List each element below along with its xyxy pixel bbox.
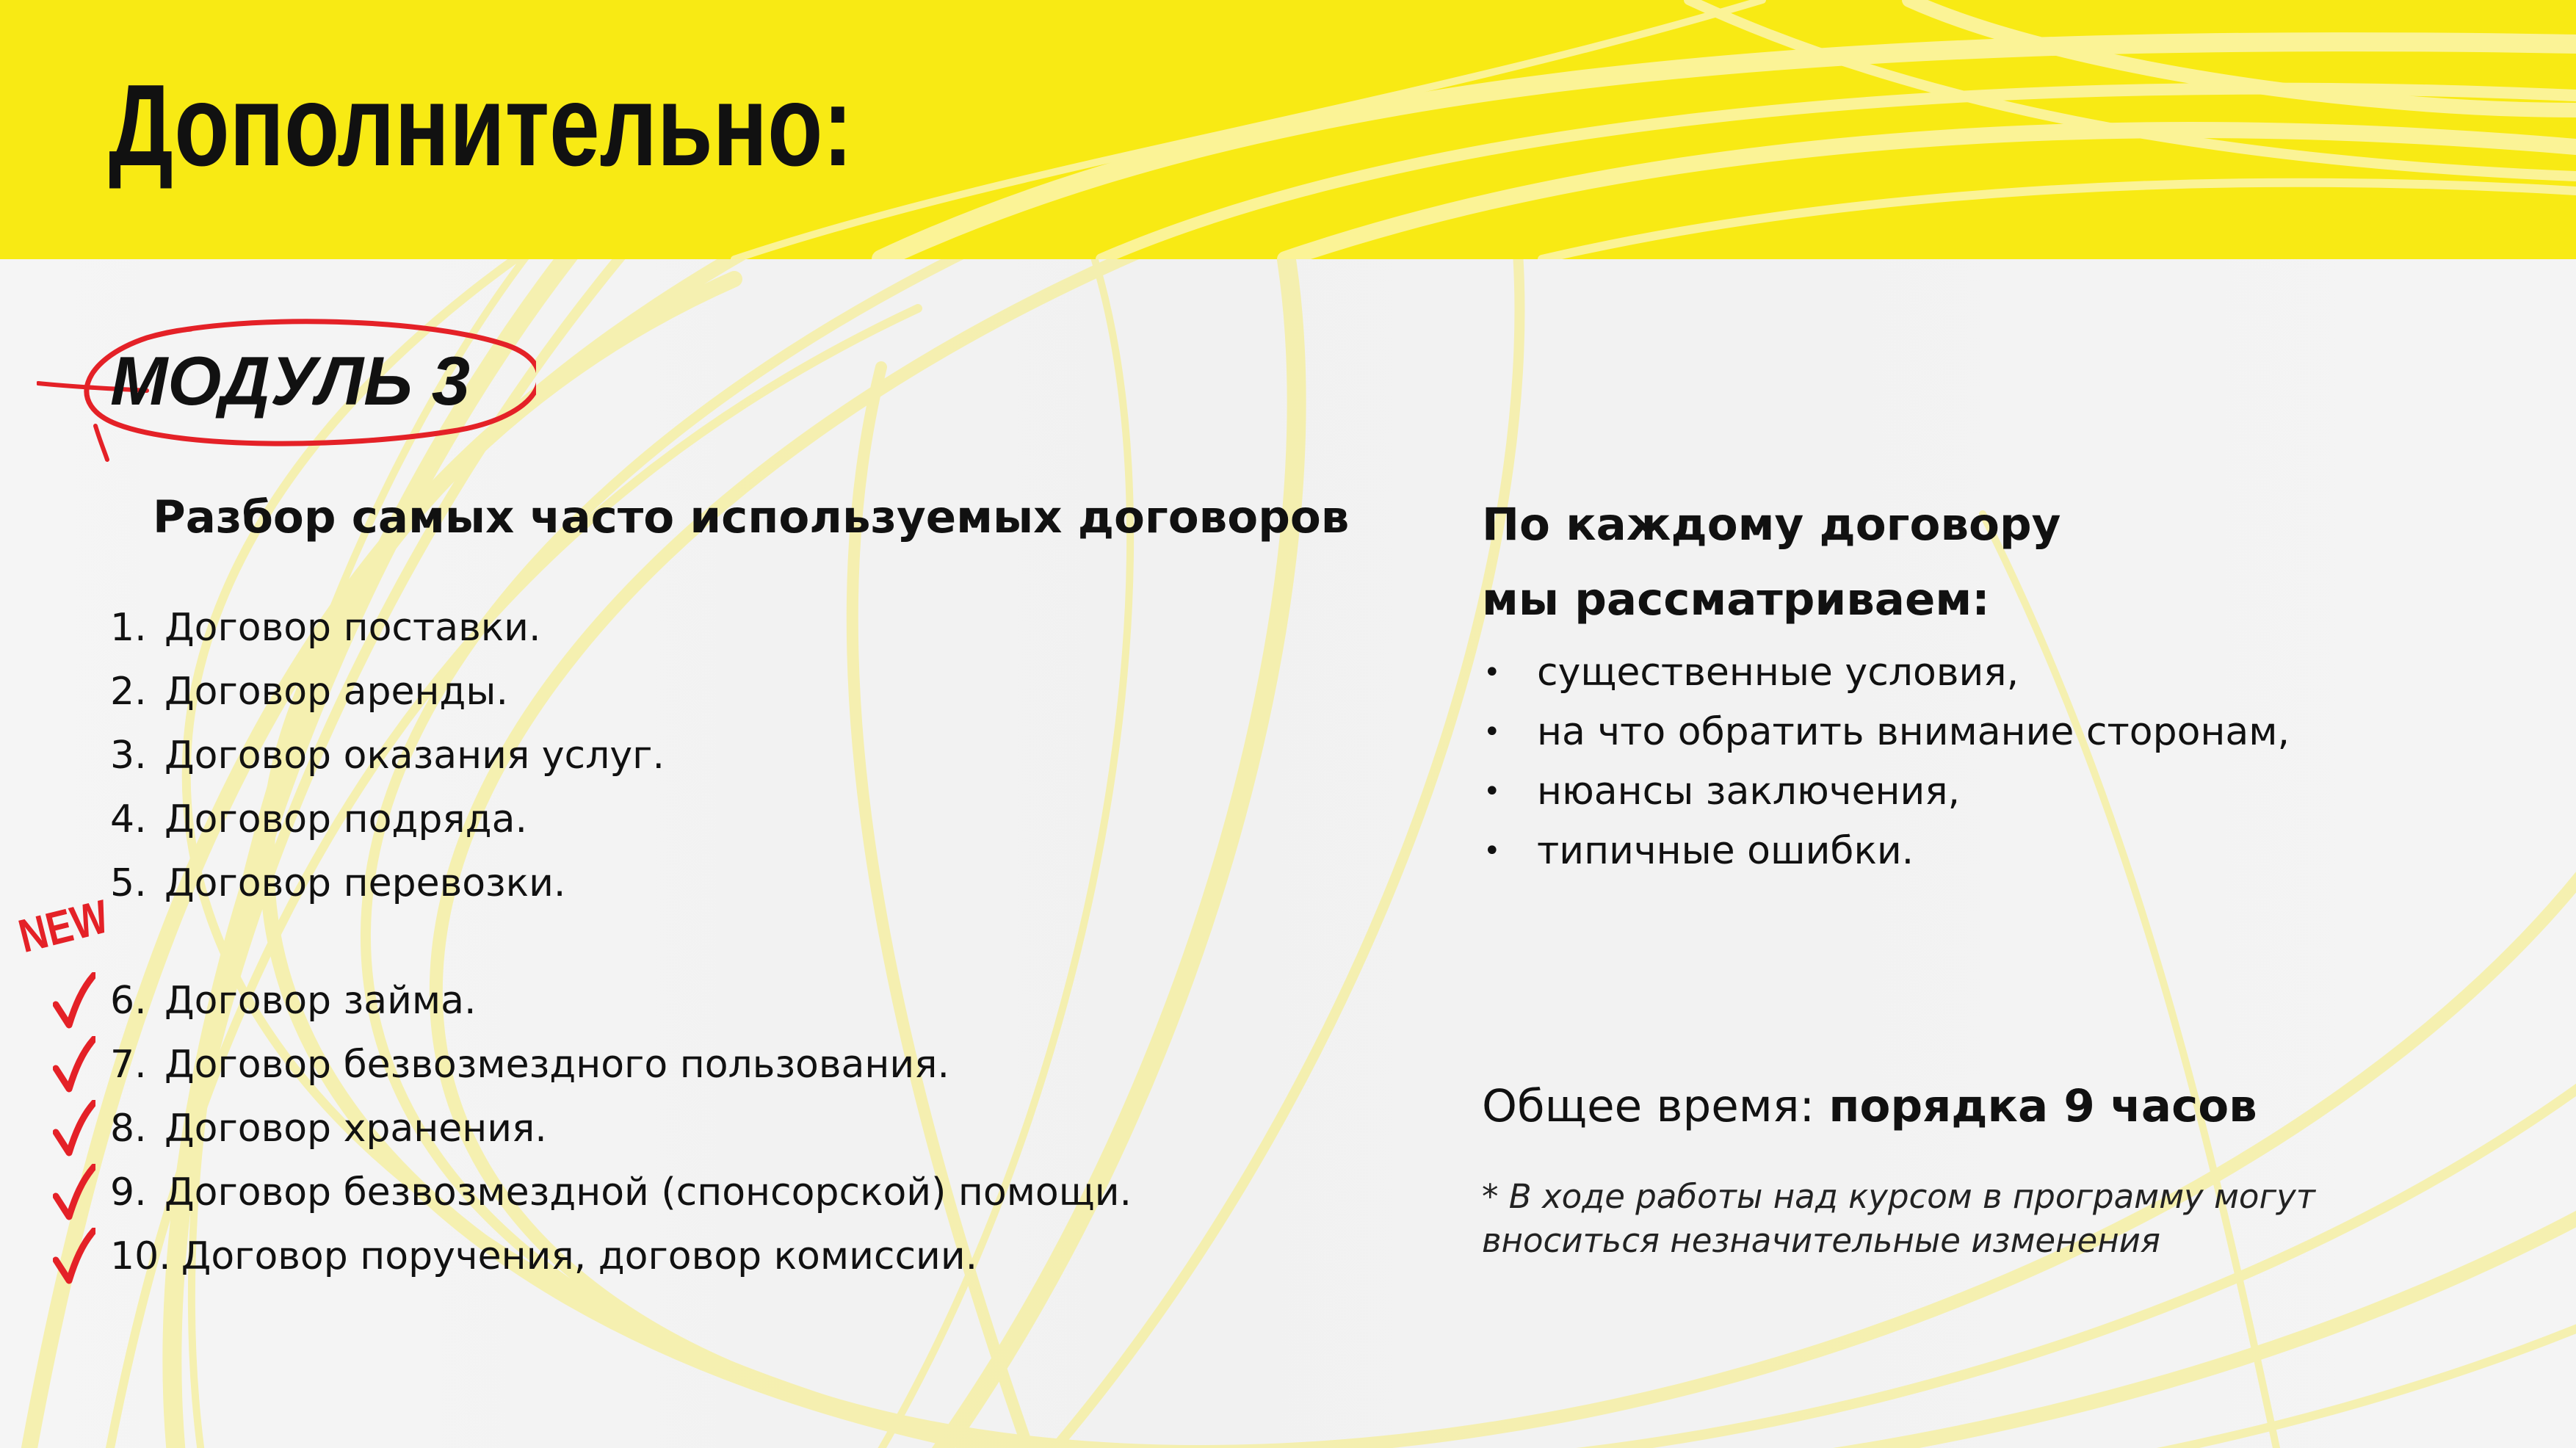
new-badge: NEW (13, 889, 114, 963)
total-time-value: порядка 9 часов (1828, 1080, 2257, 1132)
item-text: типичные ошибки. (1537, 829, 1914, 873)
bullet-icon: • (1483, 834, 1501, 868)
heading-line: мы рассматриваем: (1482, 573, 1990, 626)
item-number: 4. (110, 797, 147, 841)
item-number: 2. (110, 670, 147, 714)
check-icon (53, 1228, 95, 1285)
item-text: нюансы заключения, (1537, 770, 1961, 814)
item-text: Договор перевозки. (164, 861, 566, 905)
module-badge (37, 308, 536, 463)
item-number: 7. (110, 1043, 147, 1087)
list-item (110, 969, 1132, 1033)
list-item (110, 1097, 1132, 1161)
review-points-list (1482, 643, 2290, 881)
total-time (1482, 1079, 2257, 1133)
list-item (110, 596, 665, 660)
item-text: существенные условия, (1537, 651, 2019, 695)
item-number: 3. (110, 734, 147, 778)
heading-line: По каждому договору (1482, 499, 2061, 551)
item-text: Договор оказания услуг. (164, 734, 665, 778)
per-contract-heading (1482, 488, 2061, 637)
item-text: Договор займа. (164, 979, 477, 1023)
list-item (1482, 703, 2290, 762)
bullet-icon: • (1483, 656, 1501, 689)
list-item (1482, 822, 2290, 881)
page-title: Дополнительно: (109, 61, 853, 190)
footnote-line: вноситься незначительные изменения (1482, 1221, 2160, 1260)
check-icon (53, 1164, 95, 1221)
item-text: Договор поручения, договор комиссии. (181, 1234, 978, 1278)
list-item (110, 724, 665, 788)
item-text: Договор поставки. (164, 606, 541, 650)
footnote-line: * В ходе работы над курсом в программу могут (1482, 1177, 2315, 1216)
contracts-heading: Разбор самых часто используемых договоров (153, 491, 1350, 543)
list-item (110, 852, 665, 916)
item-text: на что обратить внимание сторонам, (1537, 710, 2290, 754)
list-item (110, 660, 665, 724)
item-text: Договор безвозмездного пользования. (164, 1043, 949, 1087)
item-text: Договор аренды. (164, 670, 508, 714)
contract-list-part1 (110, 596, 665, 916)
footnote (1482, 1175, 2315, 1263)
list-item (1482, 643, 2290, 703)
total-time-label: Общее время: (1482, 1080, 1829, 1132)
item-number: 9. (110, 1170, 147, 1214)
list-item (110, 1033, 1132, 1097)
module-label: МОДУЛЬ 3 (110, 342, 471, 419)
item-text: Договор хранения. (164, 1107, 547, 1151)
bullet-icon: • (1483, 775, 1501, 808)
item-number: 1. (110, 606, 147, 650)
item-text: Договор подряда. (164, 797, 527, 841)
item-text: Договор безвозмездной (спонсорской) помощи. (164, 1170, 1132, 1214)
list-item (110, 788, 665, 852)
item-number: 6. (110, 979, 147, 1023)
list-item (110, 1161, 1132, 1225)
check-icon (53, 1100, 95, 1157)
bullet-icon: • (1483, 715, 1501, 749)
item-number: 5. (110, 861, 147, 905)
list-item (110, 1225, 1132, 1289)
item-number: 10. (110, 1234, 171, 1278)
check-icon (53, 1036, 95, 1093)
check-icon (53, 972, 95, 1029)
contract-list-part2 (110, 969, 1132, 1289)
item-number: 8. (110, 1107, 147, 1151)
list-item (1482, 762, 2290, 822)
